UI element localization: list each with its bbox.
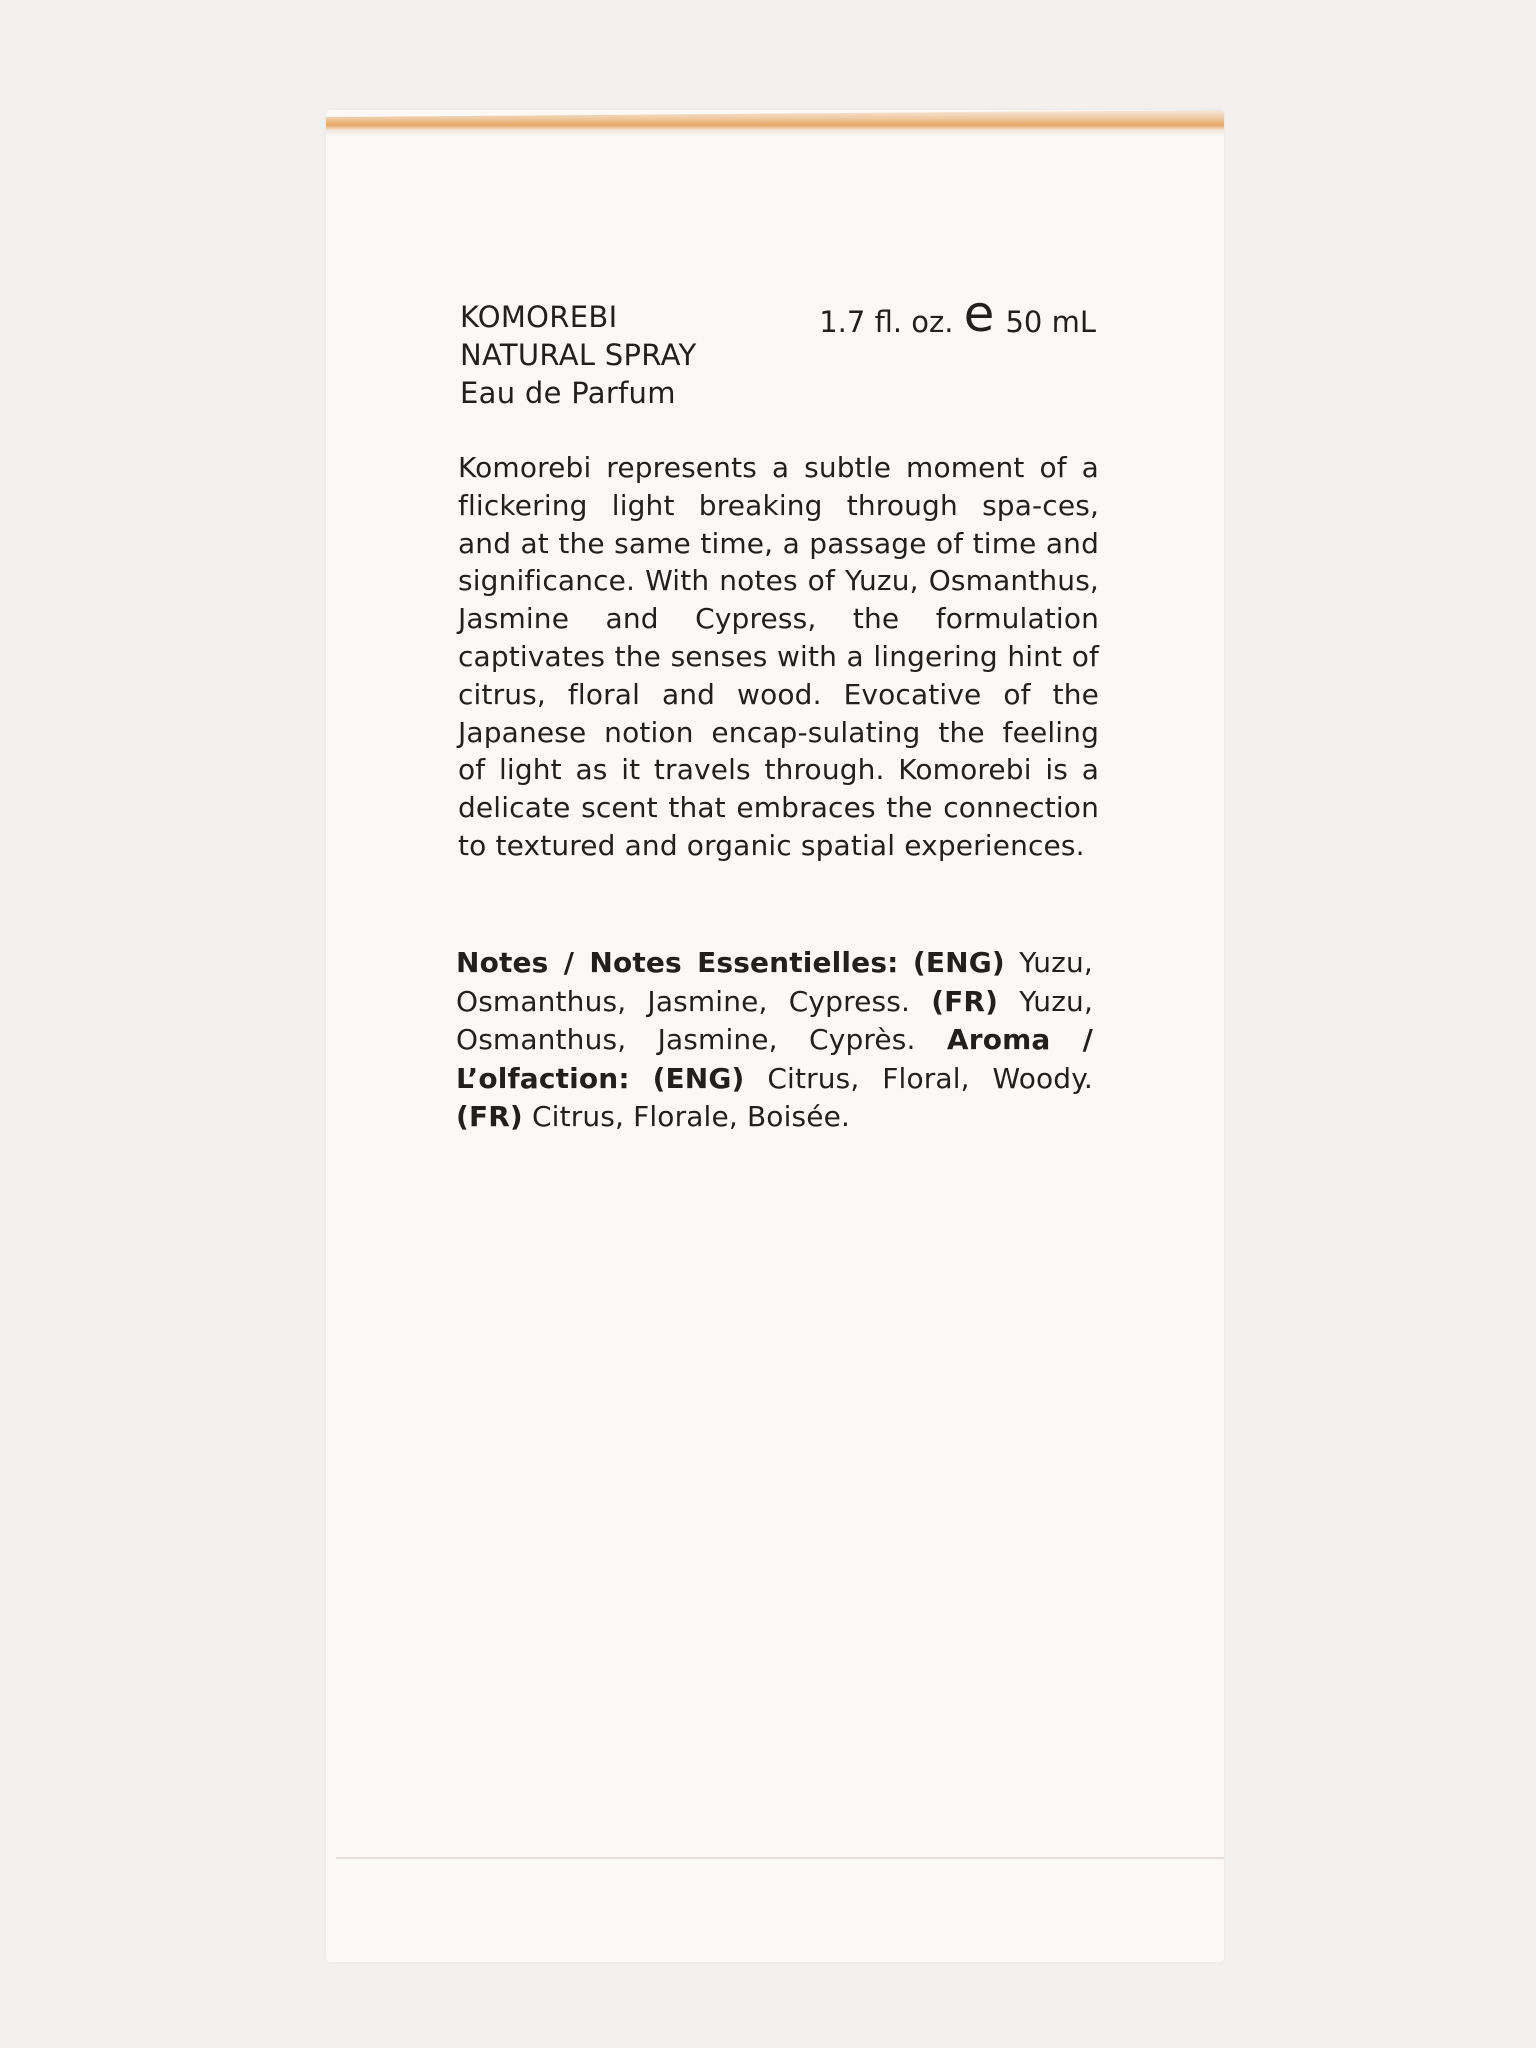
estimated-e-glyph: e xyxy=(964,298,995,338)
estimated-e-mark-icon xyxy=(955,298,1003,338)
product-description: Komorebi represents a subtle moment of a flickering light breaking through spa-ces, and at the same time, a passage of time and significance. With notes of Yuzu, Osmanthus, Jasmine and Cypress, the formulation captivates the senses with a lingering hint of citrus, floral and wood. Evocative of the Japanese notion encap-sulating the feeling of light as it travels through. Komorebi is a delicate scent that embraces the connection to textured and organic spatial experiences. xyxy=(458,451,1099,862)
box-top-highlight xyxy=(326,130,1224,136)
aroma-label: Aroma / L’olfaction: xyxy=(456,1023,1093,1095)
notes-eng: Yuzu, Osmanthus, Jasmine, Cypress. xyxy=(456,946,1093,1018)
notes-eng-tag: (ENG) xyxy=(912,946,1005,979)
aroma-fr-tag: (FR) xyxy=(456,1100,523,1133)
fragrance-notes xyxy=(456,944,1093,1137)
product-title-block xyxy=(460,298,696,412)
product-name: KOMOREBI xyxy=(460,300,618,334)
product-subtitle: Eau de Parfum xyxy=(460,376,676,410)
notes-fr: Yuzu, Osmanthus, Jasmine, Cyprès. xyxy=(456,984,1093,1056)
volume-imperial: 1.7 fl. oz. xyxy=(819,305,954,339)
notes-fr-tag: (FR) xyxy=(931,984,999,1018)
notes-label: Notes / Notes Essentielles: xyxy=(456,946,899,979)
product-type: NATURAL SPRAY xyxy=(460,338,697,372)
volume-metric: 50 mL xyxy=(1005,305,1096,339)
product-volume xyxy=(819,298,1096,341)
aroma-fr: Citrus, Florale, Boisée. xyxy=(531,1100,851,1133)
box-bottom-flap xyxy=(336,1859,1216,1962)
aroma-eng: Citrus, Floral, Woody. xyxy=(767,1061,1093,1095)
aroma-eng-tag: (ENG) xyxy=(652,1061,745,1095)
box-top-orange-edge xyxy=(326,110,1224,130)
